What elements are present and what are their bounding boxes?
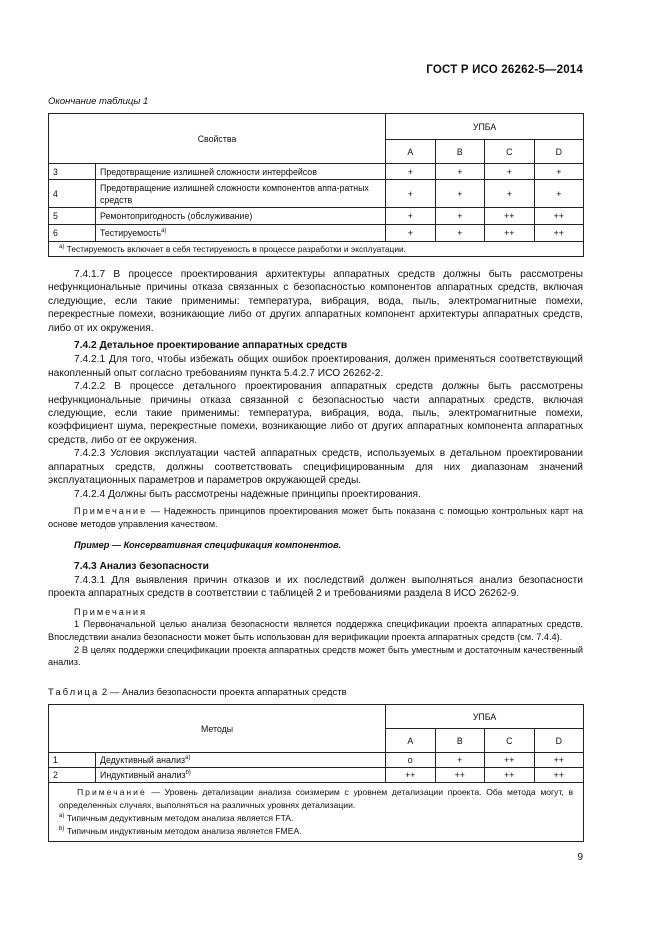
- cell-a: +: [386, 225, 436, 242]
- table1-header-group: УПБА: [386, 114, 584, 140]
- table-row: [49, 180, 584, 208]
- table1-footnote: [49, 242, 584, 257]
- footnote-mark: a): [59, 244, 65, 251]
- table2-level-b: B: [435, 729, 485, 753]
- cell-c: ++: [485, 208, 535, 225]
- table2-caption-label: Таблица: [48, 687, 100, 698]
- cell-a: +: [386, 208, 436, 225]
- cell-d: +: [534, 164, 584, 180]
- cell-b: +: [435, 753, 485, 768]
- table-row: [49, 768, 584, 783]
- table1-caption: Окончание таблицы 1: [48, 96, 149, 107]
- cell-c: +: [485, 180, 535, 208]
- note-7-4-2-4: [48, 505, 583, 530]
- row-label: [96, 768, 386, 783]
- table2-header-group: УПБА: [386, 705, 584, 729]
- cell-d: +: [534, 180, 584, 208]
- table2-footnote-a: [59, 812, 573, 825]
- example: Пример — Консервативная спецификация компонентов.: [74, 540, 342, 551]
- row-number: 4: [49, 180, 96, 208]
- body-text: [48, 268, 583, 669]
- table2-notes: [49, 783, 584, 842]
- row-number: 3: [49, 164, 96, 180]
- row-number: 5: [49, 208, 96, 225]
- row-label: Ремонтопригодность (обслуживание): [96, 208, 386, 225]
- cell-b: +: [435, 225, 485, 242]
- cell-a: +: [386, 180, 436, 208]
- row-number: 1: [49, 753, 96, 768]
- paragraph-7-4-2-3: 7.4.2.3 Условия эксплуатации частей аппаратных средств, используемых в детальном проектировании аппаратных средств, должны соответствовать специфицированным для них диапазонам значений эксплуатационных параметров и параметров окружающей среды.: [48, 448, 583, 487]
- cell-b: +: [435, 164, 485, 180]
- footnote-mark: b): [59, 826, 65, 833]
- table1: [48, 113, 584, 257]
- row-number: 6: [49, 225, 96, 242]
- table2-header-methods: Методы: [49, 705, 386, 753]
- footnote-ref: b): [185, 770, 191, 777]
- note-1: 1 Первоначальной целью анализа безопасности является поддержка спецификации проекта аппаратных средств. Впоследствии анализ безопасности может быть использован для верификации проекта аппаратных средств (см. 7.4.4).: [48, 619, 583, 642]
- cell-b: +: [435, 180, 485, 208]
- paragraph-7-4-3-1: 7.4.3.1 Для выявления причин отказов и их последствий должен выполняться анализ безопасности проекта аппаратных средств в соответствии с таблицей 2 и требованиями раздела 8 ИСО 26262-9.: [48, 574, 583, 600]
- paragraph-7-4-2-4: 7.4.2.4 Должны быть рассмотрены надежные принципы проектирования.: [74, 488, 421, 500]
- row-label-text: Дедуктивный анализ: [100, 755, 186, 765]
- cell-a: ++: [386, 768, 436, 783]
- row-label: Предотвращение излишней сложности компонентов аппа-ратных средств: [96, 180, 386, 208]
- table2-level-c: C: [485, 729, 535, 753]
- table2: [48, 704, 584, 842]
- cell-c: +: [485, 164, 535, 180]
- page-number: 9: [577, 852, 583, 863]
- section-heading-7-4-3: 7.4.3 Анализ безопасности: [74, 560, 209, 572]
- footnote-ref: a): [185, 755, 191, 762]
- cell-c: ++: [485, 225, 535, 242]
- cell-d: ++: [534, 208, 584, 225]
- cell-c: ++: [485, 768, 535, 783]
- cell-b: ++: [435, 768, 485, 783]
- table1-level-a: A: [386, 140, 436, 164]
- note-2: 2 В целях поддержки спецификации проекта аппаратных средств может быть уместным и достаточным качественный анализ.: [48, 644, 583, 668]
- table1-level-d: D: [534, 140, 584, 164]
- row-label: Предотвращение излишней сложности интерфейсов: [96, 164, 386, 180]
- row-label-text: Тестируемость: [100, 228, 162, 238]
- paragraph-7-4-2-2: 7.4.2.2 В процессе детального проектирования аппаратных средств должны быть рассмотрены нефункциональные причины отказа связанной с безопасностью части аппаратных средств, включая следующие, если такие применимы: температура, вибрация, вода, пыль, электромагнитные помехи, коэффициент шума, перекрестные помехи, возникающие либо от других аппаратных компонента аппаратных средств, либо от ее окружения.: [48, 381, 583, 446]
- cell-d: ++: [534, 225, 584, 242]
- table2-caption: [48, 687, 347, 698]
- notes-label: Примечания: [74, 606, 148, 617]
- table2-caption-text: 2 — Анализ безопасности проекта аппаратных средств: [99, 687, 347, 698]
- footnote-text: Тестируемость включает в себя тестируемость в процессе разработки и эксплуатации.: [66, 244, 407, 254]
- note-text: — Надежность принципов проектирования может быть показана с помощью контрольных карт на основе методов управления качеством.: [48, 505, 583, 529]
- table-row: [49, 208, 584, 225]
- footnote-ref: a): [161, 228, 167, 235]
- cell-b: +: [435, 208, 485, 225]
- footnote-text: Типичным дедуктивным методом анализа является FTA.: [66, 813, 294, 823]
- table2-footnote-b: [59, 825, 573, 838]
- cell-d: ++: [534, 753, 584, 768]
- cell-c: ++: [485, 753, 535, 768]
- table-row: [49, 225, 584, 242]
- cell-a: +: [386, 164, 436, 180]
- footnote-text: Типичным индуктивным методом анализа является FMEA.: [66, 826, 302, 836]
- table2-note: [59, 786, 573, 812]
- table1-level-c: C: [485, 140, 535, 164]
- row-label: [96, 225, 386, 242]
- table1-header-properties: Свойства: [49, 114, 386, 164]
- row-number: 2: [49, 768, 96, 783]
- cell-d: ++: [534, 768, 584, 783]
- table-row: [49, 753, 584, 768]
- paragraph-7-4-1-7: 7.4.1.7 В процессе проектирования архитектуры аппаратных средств должны быть рассмотрены нефункциональные причины отказа связанных с безопасностью компонентов аппаратных средств, включая следующие, если такие применимы: температура, вибрация, вода, пыль, электромагнитные помехи, перекрестные помехи, возникающие либо от других аппаратных компонент архитектуры аппаратных средств, либо от их окружения.: [48, 269, 583, 334]
- note-label: Примечание: [77, 787, 147, 797]
- paragraph-7-4-2-1: 7.4.2.1 Для того, чтобы избежать общих ошибок проектирования, должен применяться соответствующий накопленный опыт согласно требованиям пункта 5.4.2.7 ИСО 26262-2.: [48, 354, 583, 379]
- note-label: Примечание: [74, 505, 148, 516]
- cell-a: o: [386, 753, 436, 768]
- table2-level-a: A: [386, 729, 436, 753]
- section-heading-7-4-2: 7.4.2 Детальное проектирование аппаратных средств: [74, 340, 348, 352]
- row-label-text: Индуктивный анализ: [100, 770, 186, 780]
- document-header-title: ГОСТ Р ИСО 26262-5—2014: [426, 64, 583, 76]
- table1-level-b: B: [435, 140, 485, 164]
- footnote-mark: a): [59, 813, 65, 820]
- table2-level-d: D: [534, 729, 584, 753]
- row-label: [96, 753, 386, 768]
- table-row: [49, 164, 584, 180]
- note-text: — Уровень детализации анализа соизмерим с уровнем детализации проекта. Оба метода могут, в определенных случаях, выполняться на различных уровнях детализации.: [59, 787, 574, 810]
